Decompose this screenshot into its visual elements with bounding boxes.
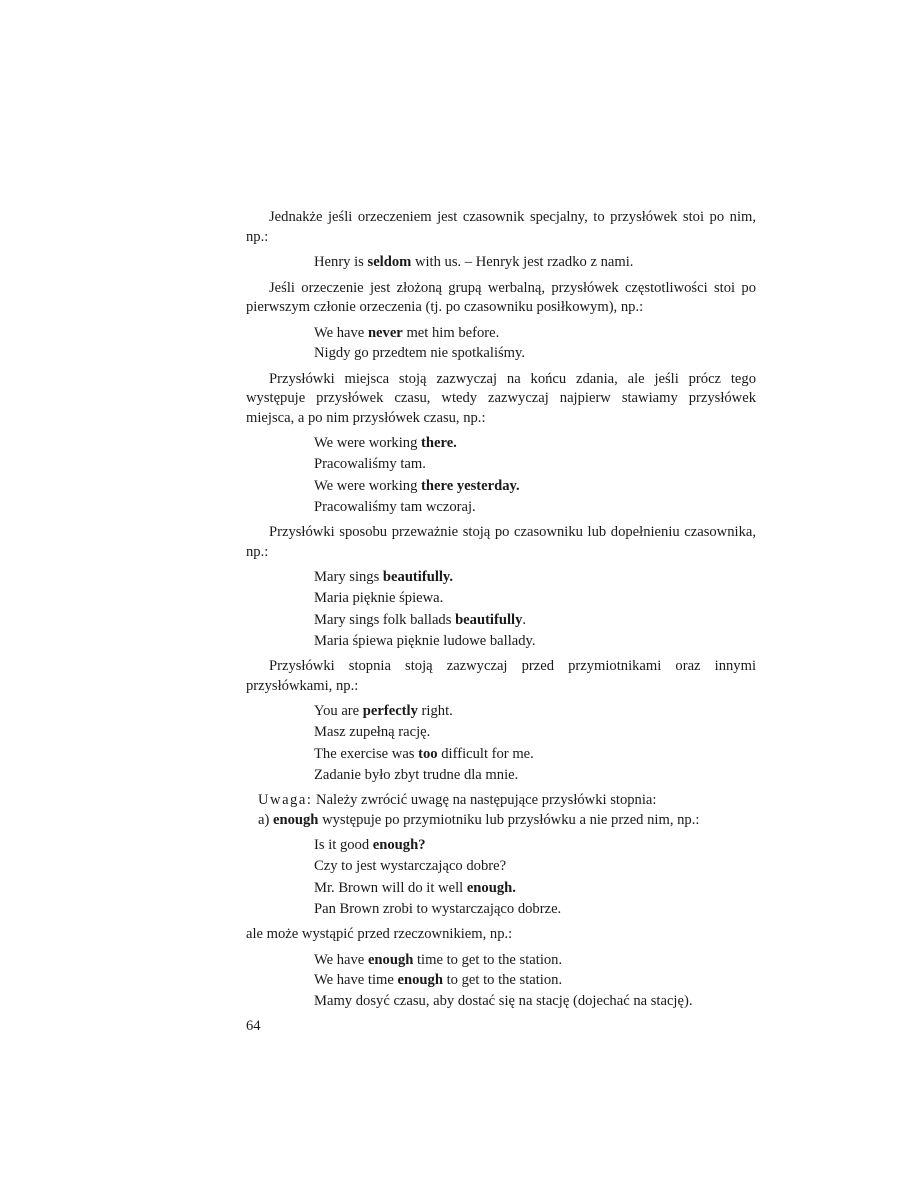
note-label: Uwaga: xyxy=(258,792,313,808)
paragraph-degree-adverbs: Przysłówki stopnia stoją zazwyczaj przed przymiotnikami oraz innymi przysłówkami, np.: xyxy=(246,658,756,694)
example-line: We have time enough to get to the station. xyxy=(314,972,563,988)
translation-line: Pracowaliśmy tam. xyxy=(314,455,426,472)
example-line: We have never met him before. xyxy=(314,324,500,341)
example-line: We have enough time to get to the station. xyxy=(314,951,563,968)
example-line: The exercise was too difficult for me. xyxy=(314,746,534,762)
page-body xyxy=(246,208,756,1017)
example-block-seldom xyxy=(246,253,756,273)
example-block-enough xyxy=(246,836,756,919)
example-line: We were working there. xyxy=(314,435,457,451)
example-line: We were working there yesterday. xyxy=(314,478,520,494)
translation-line: Masz zupełną rację. xyxy=(314,723,431,740)
example-line: Mary sings beautifully. xyxy=(314,569,454,585)
example-block-degree xyxy=(246,702,756,785)
example-block-enough-noun xyxy=(246,951,756,1012)
example-line: Is it good enough? xyxy=(314,837,426,853)
translation-line: Pan Brown zrobi to wystarczająco dobrze. xyxy=(314,900,562,917)
paragraph-special-verb: Jednakże jeśli orzeczeniem jest czasownik specjalny, to przysłówek stoi po nim, np.: xyxy=(246,209,756,245)
page-number: 64 xyxy=(246,1018,261,1034)
translation-line: Zadanie było zbyt trudne dla mnie. xyxy=(314,766,519,783)
paragraph-before-noun: ale może wystąpić przed rzeczownikiem, np.: xyxy=(246,926,513,942)
paragraph-manner-adverbs: Przysłówki sposobu przeważnie stoją po czasowniku lub dopełnieniu czasownika, np.: xyxy=(246,524,756,560)
paragraph-place-adverbs: Przysłówki miejsca stoją zazwyczaj na końcu zdania, ale jeśli prócz tego występuje przysłówek czasu, wtedy zazwyczaj najpierw stawiamy przysłówek miejsca, a po nim przysłówek czasu, np.: xyxy=(246,370,756,426)
translation-line: Czy to jest wystarczająco dobre? xyxy=(314,857,507,874)
example-block-beautifully xyxy=(246,568,756,651)
example-line: You are perfectly right. xyxy=(314,703,453,719)
example-line: Henry is seldom with us. – Henryk jest rzadko z nami. xyxy=(314,254,634,270)
translation-line: Maria pięknie śpiewa. xyxy=(314,589,444,606)
example-block-never xyxy=(246,324,756,364)
paragraph-note: Uwaga: Należy zwrócić uwagę na następujące przysłówki stopnia: a) enough występuje po przymiotniku lub przysłówku a nie przed nim, np.: xyxy=(258,792,700,828)
translation-line: Nigdy go przedtem nie spotkaliśmy. xyxy=(314,345,526,361)
paragraph-compound-predicate: Jeśli orzeczenie jest złożoną grupą werbalną, przysłówek częstotliwości stoi po pierwszym członie orzeczenia (tj. po czasowniku posiłkowym), np.: xyxy=(246,279,756,315)
example-line: Mr. Brown will do it well enough. xyxy=(314,880,516,896)
example-line: Mary sings folk ballads beautifully. xyxy=(314,612,527,628)
translation-line: Maria śpiewa pięknie ludowe ballady. xyxy=(314,632,536,649)
example-block-there xyxy=(246,434,756,517)
translation-line: Mamy dosyć czasu, aby dostać się na stację (dojechać na stację). xyxy=(314,992,693,1009)
translation-line: Pracowaliśmy tam wczoraj. xyxy=(314,498,476,515)
